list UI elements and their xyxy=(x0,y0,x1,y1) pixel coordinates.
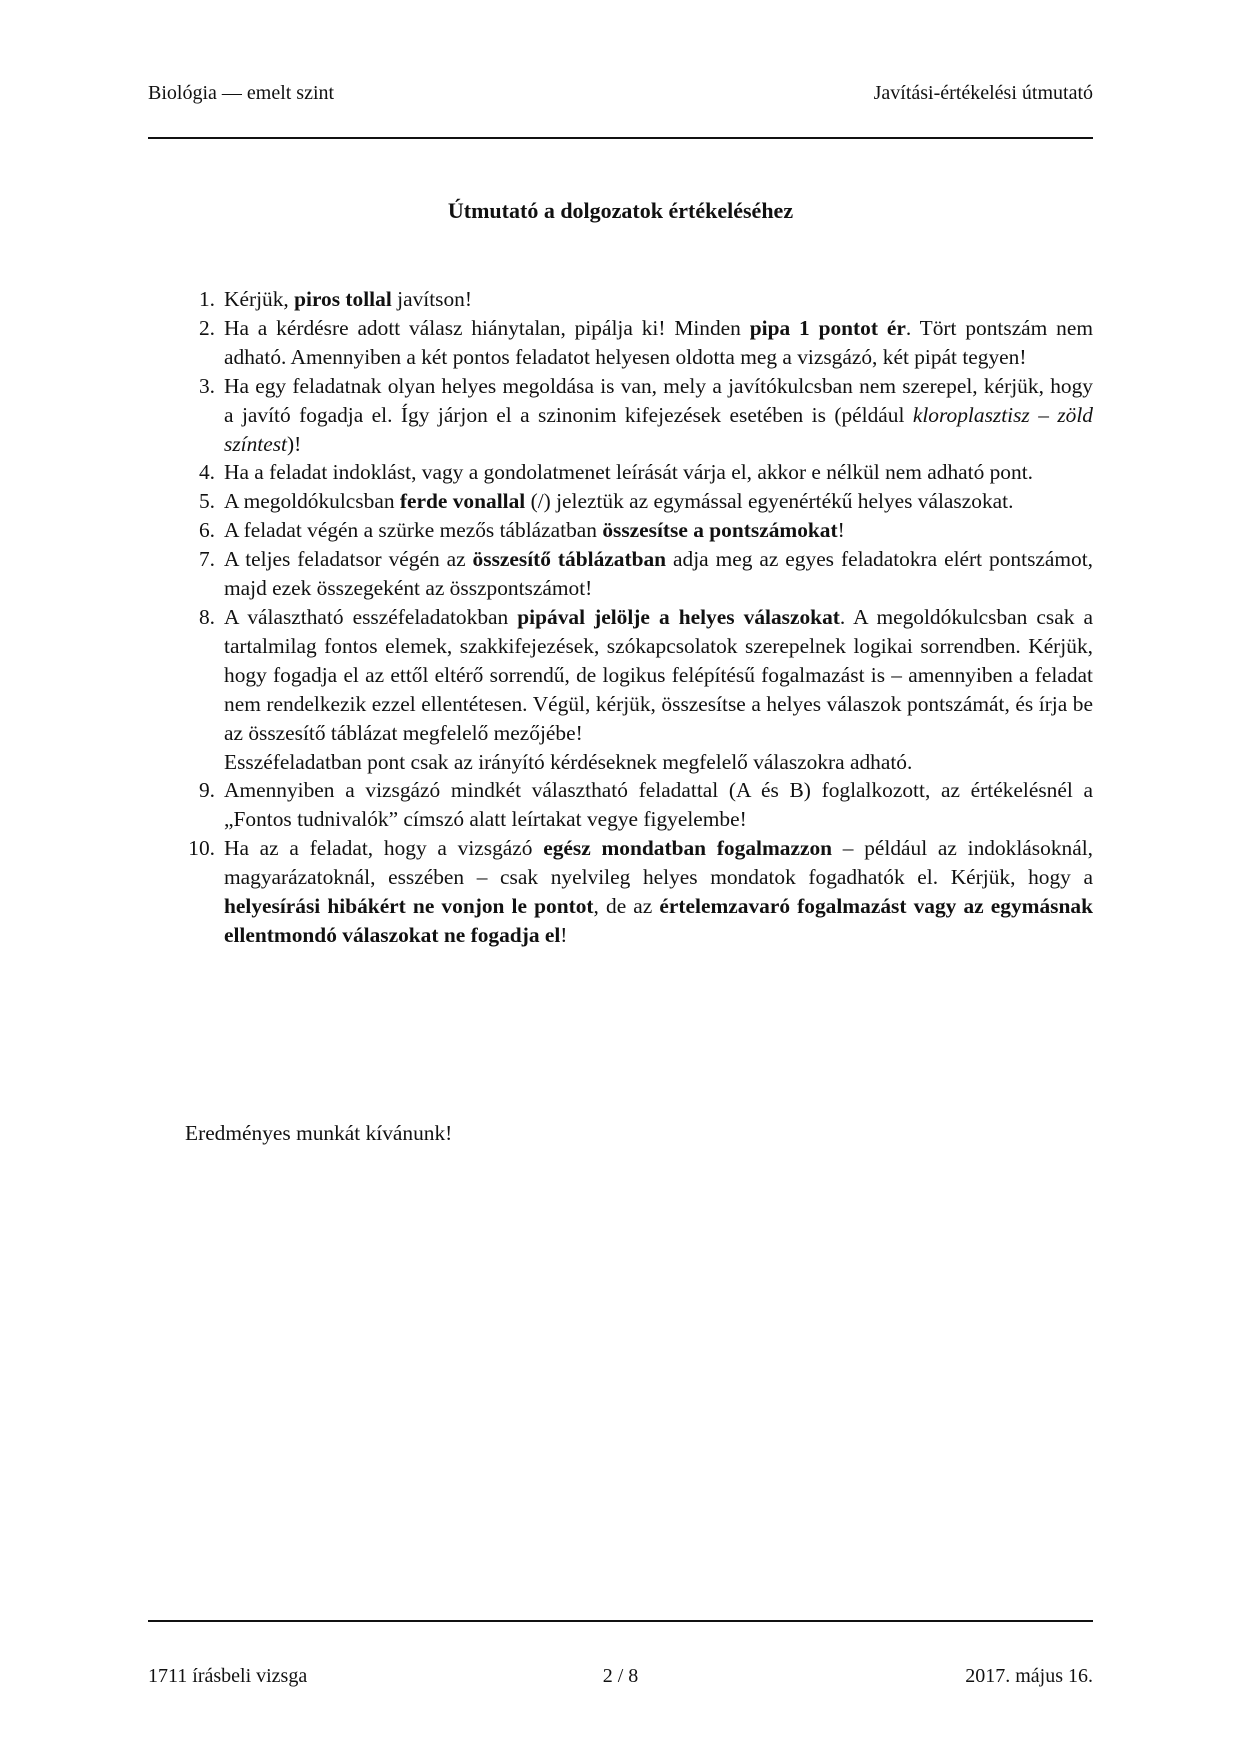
list-item xyxy=(185,458,1093,487)
list-item-number: 6. xyxy=(198,518,215,543)
list-item-number: 3. xyxy=(198,373,215,398)
emphasis-text: pipa 1 pontot ér xyxy=(749,315,906,340)
item-text: javítson! xyxy=(391,287,472,311)
footer-exam-id: 1711 írásbeli vizsga xyxy=(148,1665,308,1687)
closing-line: Eredményes munkát kívánunk! xyxy=(185,1121,453,1145)
example-text: kloroplasztisz – zöld színtest xyxy=(224,402,1093,456)
list-item-number: 2. xyxy=(198,315,215,340)
item-text: )! xyxy=(287,431,302,456)
list-item-number: 1. xyxy=(198,287,215,311)
emphasis-text: egész mondatban fogalmazzon xyxy=(543,836,833,861)
header-doc-type: Javítási-értékelési útmutató xyxy=(873,82,1093,104)
footer-rule xyxy=(148,1620,1093,1622)
list-item xyxy=(185,776,1093,834)
list-item-number: 10. xyxy=(188,836,215,861)
emphasis-text: piros tollal xyxy=(294,287,392,311)
item-text: Amennyiben a vizsgázó mindkét választható feladattal (A és B) foglalkozott, az értékelésnél a „Fontos tudnivalók” címszó alatt leírtakat vegye figyelembe! xyxy=(224,778,1093,832)
emphasis-text: értelemzavaró fogalmazást vagy az egymásnak ellentmondó válaszokat ne fogadja el xyxy=(224,894,1093,947)
item-text: ! xyxy=(560,922,568,947)
page-title: Útmutató a dolgozatok értékeléséhez xyxy=(447,198,794,223)
item-text: A feladat végén a szürke mezős táblázatban xyxy=(224,518,603,543)
item-text: . Tört pontszám nem adható. Amennyiben a két pontos feladatot helyesen oldotta meg a vizsgázó, két pipát tegyen! xyxy=(224,315,1093,369)
list-item-number: 7. xyxy=(198,547,215,572)
list-item xyxy=(185,545,1093,603)
instruction-list xyxy=(185,285,1093,950)
emphasis-text: összesítő táblázatban xyxy=(472,547,667,572)
list-item xyxy=(185,372,1093,459)
list-item xyxy=(185,603,1093,776)
list-item xyxy=(185,285,1093,314)
item-text: Kérjük, xyxy=(224,287,295,311)
list-item-number: 4. xyxy=(198,460,215,485)
item-text: Ha a feladat indoklást, vagy a gondolatmenet leírását várja el, akkor e nélkül nem adható pont. xyxy=(224,460,1033,485)
header-subject: Biológia — emelt szint xyxy=(148,82,335,104)
item-text: Ha a kérdésre adott válasz hiánytalan, pipálja ki! Minden xyxy=(224,315,750,340)
item-text: adja meg az egyes feladatokra elért pontszámot, majd ezek összegeként az összpontszámot! xyxy=(224,547,1094,601)
item-text: A teljes feladatsor végén az xyxy=(224,547,473,572)
item-note: Esszéfeladatban pont csak az irányító kérdéseknek megfelelő válaszokra adható. xyxy=(224,749,913,774)
emphasis-text: helyesírási hibákért ne vonjon le pontot xyxy=(224,894,594,919)
footer-page-number: 2 / 8 xyxy=(602,1665,639,1687)
list-item xyxy=(185,834,1093,950)
item-text: , de az xyxy=(593,894,660,919)
page-header xyxy=(148,82,1093,105)
list-item xyxy=(185,487,1093,516)
item-text: – például az indoklásoknál, magyarázatoknál, esszében – csak nyelvileg helyes mondatok fogadhatók el. Kérjük, hogy a xyxy=(224,836,1093,890)
list-item-number: 8. xyxy=(198,604,215,629)
emphasis-text: összesítse a pontszámokat xyxy=(602,518,838,543)
emphasis-text: ferde vonallal xyxy=(399,489,526,514)
item-text: A választható esszéfeladatokban xyxy=(224,604,518,629)
header-rule xyxy=(148,137,1093,139)
item-text: . A megoldókulcsban csak a tartalmilag fontos elemek, szakkifejezések, szókapcsolatok szerepelnek logikai sorrendben. Kérjük, hogy fogadja el az ettől eltérő sorrendű, de logikus felépítésű fogalmazást is – amennyiben a feladat nem rendelkezik ezzel ellentétesen. Végül, kérjük, összesítse a helyes válaszok pontszámát, és írja be az összesítő táblázat megfelelő mezőjébe! xyxy=(224,604,1093,745)
footer-date: 2017. május 16. xyxy=(965,1665,1093,1687)
list-item xyxy=(185,516,1093,545)
list-item xyxy=(185,314,1093,372)
item-text: ! xyxy=(837,518,845,543)
item-text: A megoldókulcsban xyxy=(224,489,400,514)
emphasis-text: pipával jelölje a helyes válaszokat xyxy=(517,604,840,629)
item-text: Ha az a feladat, hogy a vizsgázó xyxy=(224,836,544,861)
item-text: (/) jeleztük az egymással egyenértékű helyes válaszokat. xyxy=(525,489,1014,514)
list-item-number: 9. xyxy=(198,778,215,803)
item-text: Ha egy feladatnak olyan helyes megoldása is van, mely a javítókulcsban nem szerepel, kérjük, hogy a javító fogadja el. Így járjon el a szinonim kifejezések esetében is (például xyxy=(224,373,1093,427)
list-item-number: 5. xyxy=(198,489,215,514)
